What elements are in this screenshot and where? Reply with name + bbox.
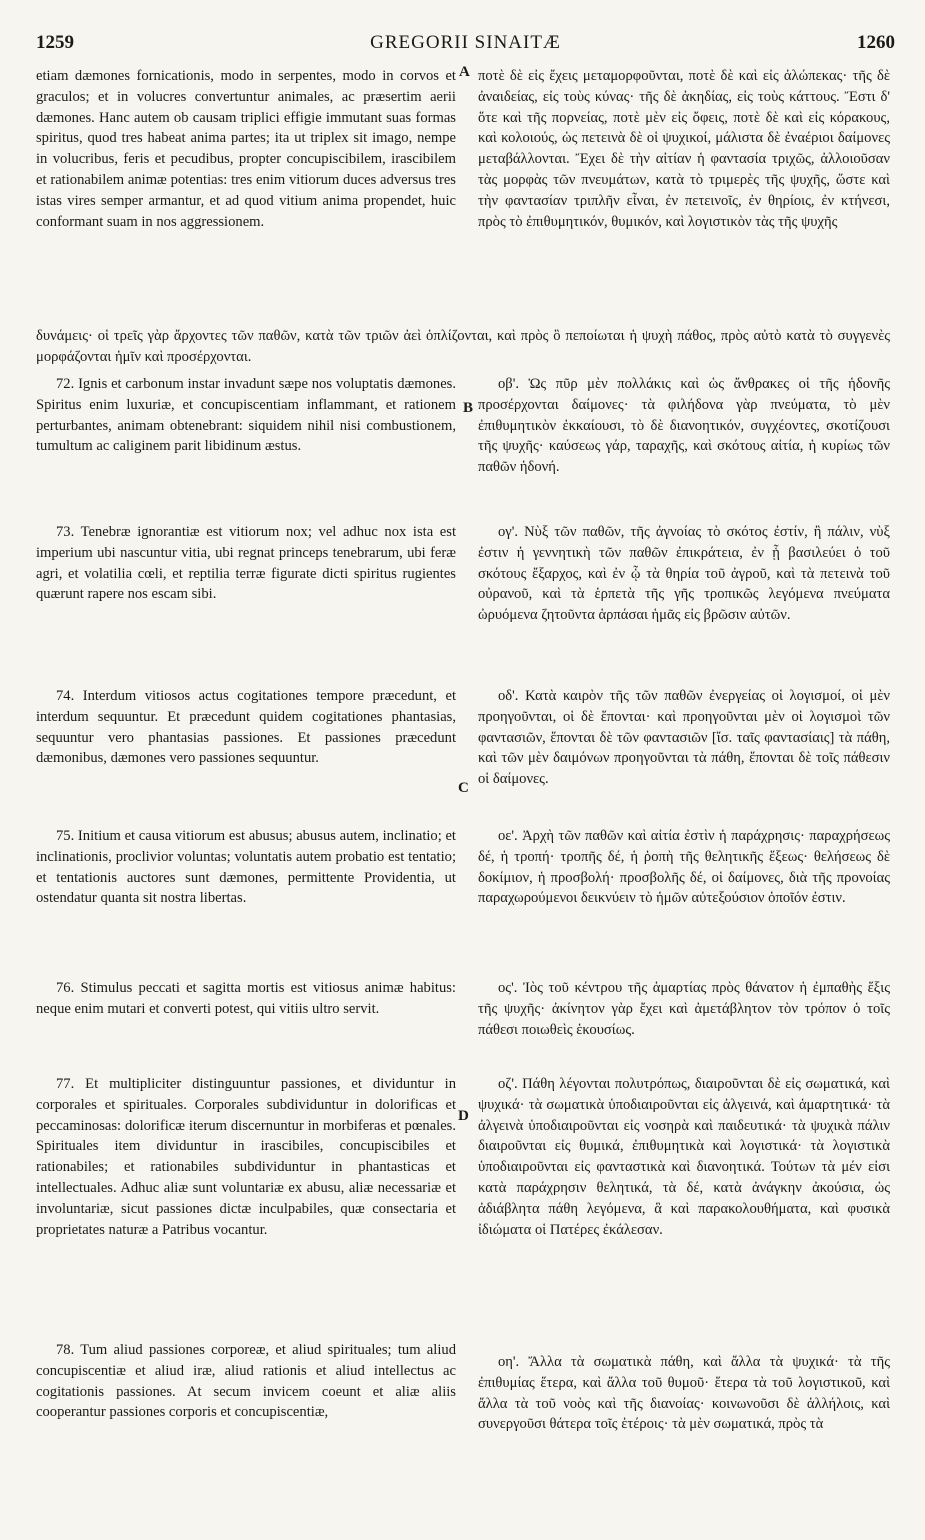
greek-section-78: οη'. Ἄλλα τὰ σωματικὰ πάθη, καὶ ἄλλα τὰ ψυχικά· τὰ τῆς ἐπιθυμίας ἕτερα, καὶ ἄλλα τοῦ θυμοῦ· ἕτερα τὰ τοῦ λογιστικοῦ, καὶ ἄλλα τὰ τοῦ νοὸς καὶ τῆς διανοίας· κοινωνοῦσι δὲ ἀλλήλοις, καὶ συνεργοῦσι θάτερα τοῖς ἑτέροις· τὰ μὲν σωματικά, πρὸς τὰ [478, 1354, 890, 1433]
margin-marker-c: C [458, 780, 469, 796]
greek-section-73: ογ'. Νὺξ τῶν παθῶν, τῆς ἀγνοίας τὸ σκότος ἐστίν, ἢ πάλιν, νὺξ ἐστιν ἡ γεννητικὴ τῶν παθῶν ἐπικράτεια, ἐν ᾗ βασιλεύει ὁ τοῦ σκότους ἔξαρχος, καὶ ἐν ᾧ τὰ θηρία τοῦ ἀγροῦ, καὶ τὰ πετεινὰ τοῦ οὐρανοῦ, καὶ τὰ ἑρπετὰ τῆς γῆς τροπικῶς λεγόμενα πνεύματα ὠρυόμενα ζητοῦντα ἁρπάσαι ἡμᾶς εἰς βρῶσιν αὐτῶν. [478, 524, 890, 624]
latin-section-77: 77. Et multipliciter distinguuntur passiones, et dividuntur in corporales et spirituales. Corporales subdividuntur in dolorificas et peccaminosas: dolorificæ iterum discernuntur in morbiferas et pœnales. Spirituales item dividuntur in irascibiles, concupiscibiles et rationabiles; et rationabiles subdividuntur in phantasticas et intellectuales. Adhuc aliæ sunt voluntariæ ex abusu, aliæ necessariæ et involuntariæ, sicut passiones dictæ inculpabiles, quæ consectaria et proprietates naturæ a Patribus vocantur. [36, 1076, 456, 1238]
greek-paragraph-continued: ποτὲ δὲ εἰς ἔχεις μεταμορφοῦνται, ποτὲ δὲ καὶ εἰς ἀλώπεκας· τῆς δὲ ἀναιδείας, εἰς τοὺς κύνας· τῆς δὲ ἀκηδίας, εἰς τοὺς κάττους. Ἔστι δ' ὅτε καὶ τῆς πορνείας, ποτὲ μὲν εἰς ὄφεις, ποτὲ δὲ καὶ εἰς κόρακους, καὶ κολοιούς, ὡς πετεινὰ δὲ οἱ ψυχικοί, μάλιστα δὲ ἐναέριοι δαίμονες μεταβάλλονται. Ἔχει δὲ τὴν αἰτίαν ἡ φαντασία τριχῶς, ἀλλοιοῦσαν τὰς μορφὰς τῶν πνευμάτων, κατὰ τὸ τριμερὲς τῆς ψυχῆς, ὥστε καὶ τὴν φαντασίαν τριπλῆν εἶναι, ἐν πετεινοῖς, ἐν θηρίοις, ἐν κτήνεσι, πρὸς τὸ ἐπιθυμητικόν, θυμικόν, καὶ λογιστικὸν τὰς τῆς ψυχῆς [478, 68, 890, 230]
greek-bridge-text: δυνάμεις· οἱ τρεῖς γὰρ ἄρχοντες τῶν παθῶν, κατὰ τῶν τριῶν ἀεὶ ὁπλίζονται, καὶ πρὸς ὃ πεποίωται ἡ ψυχὴ πάθος, πρὸς αὐτὸ κατὰ τὸ συγγενὲς μορφάζονται ἡμῖν καὶ προσέρχονται. [36, 328, 890, 365]
latin-section-75: 75. Initium et causa vitiorum est abusus; abusus autem, inclinatio; et inclinationis, proclivior voluntas; voluntatis autem probatio est tentatio; et tentationis auctores sunt dæmones, permittente Providentia, ut ostendatur quanta sit nostra libertas. [36, 828, 456, 907]
latin-section-76: 76. Stimulus peccati et sagitta mortis est vitiosus animæ habitus: neque enim mutari et converti potest, qui vitiis ultro servit. [36, 980, 456, 1017]
margin-marker-d: D [458, 1108, 469, 1124]
greek-section-72: οβ'. Ὡς πῦρ μὲν πολλάκις καὶ ὡς ἄνθρακες οἱ τῆς ἡδονῆς προσέρχονται δαίμονες· τὰ φιλήδονα γὰρ πνεύματα, τὸ μὲν ἐπιθυμητικὸν ἐκκαίουσι, τὸ δὲ διανοητικόν, συγχέοντες, σκοτίζουσι τῆς ψυχῆς· καύσεως γάρ, ταραχῆς, καὶ σκότους αἰτία, ἡ κυρίως τῶν παθῶν ἡδονή. [478, 376, 890, 476]
latin-paragraph-continued: etiam dæmones fornicationis, modo in serpentes, modo in corvos et graculos; et in volucres convertuntur animales, ac præsertim aerii dæmones. Hanc autem ob causam triplici effigie immutant suas formas spiritus, quod tres habeat anima partes; ita ut triplex sit imago, nempe in volucribus, feris et pecudibus, propter concupiscibilem, irascibilem et rationabilem animæ potentias: tres enim vitiorum duces adversus tres istas vires semper armantur, et ad quod vitium anima propendet, huic conformant suam in nos aggressionem. [36, 68, 456, 230]
greek-section-74: οδ'. Κατὰ καιρὸν τῆς τῶν παθῶν ἐνεργείας οἱ λογισμοί, οἱ μὲν προηγοῦνται, οἱ δὲ ἕπονται· καὶ προηγοῦνται μὲν οἱ λογισμοὶ τῶν φαντασιῶν, ἕπονται δὲ τῶν φαντασιῶν [ἴσ. ταῖς φαντασίαις] τὰ πάθη, καὶ τῶν μὲν δαιμόνων προηγοῦνται τὰ πάθη, ἕπονται δὲ τοῖς πάθεσιν οἱ δαίμονες. [478, 688, 890, 788]
greek-section-76: ος'. Ἰὸς τοῦ κέντρου τῆς ἁμαρτίας πρὸς θάνατον ἡ ἐμπαθὴς ἕξις τῆς ψυχῆς· ἀκίνητον γὰρ ἔχει καὶ ἀμετάβλητον τὸν τρόπον ὁ τοῖς πάθεσι ποιωθεὶς ἑκουσίως. [478, 980, 890, 1038]
latin-section-74: 74. Interdum vitiosos actus cogitationes tempore præcedunt, et interdum sequuntur. Et præcedunt quidem cogitationes phantasias, sequuntur vero phantasias passiones. Et passiones præcedunt dæmonibus, dæmones vero passiones sequuntur. [36, 688, 456, 767]
margin-marker-b: B [463, 400, 474, 416]
running-header [36, 32, 895, 58]
latin-section-73: 73. Tenebræ ignorantiæ est vitiorum nox; vel adhuc nox ista est imperium ubi nascuntur vitia, ubi regnat princeps tenebrarum, ubi feræ agri, et volatilia cœli, et reptilia terræ figurate dicti spiritus rugientes quærunt rapere nos escam sibi. [36, 524, 456, 603]
latin-section-78: 78. Tum aliud passiones corporeæ, et aliud spirituales; tum aliud concupiscentiæ et aliud iræ, aliud rationis et aliud intellectus ac cogitationis passiones. At secum invicem coeunt et aliæ aliis cooperantur passiones corporis et concupiscentiæ, [36, 1342, 456, 1421]
running-title: GREGORII SINAITÆ [370, 32, 561, 53]
latin-section-72: 72. Ignis et carbonum instar invadunt sæpe nos voluptatis dæmones. Spiritus enim luxuriæ, et concupiscentiam inflammant, et rationem perturbantes, animam obtenebrant: siquidem nihil nisi combustionem, tumultum ac caliginem parit libidinum æstus. [36, 376, 456, 455]
right-page-number: 1260 [857, 32, 895, 53]
left-page-number: 1259 [36, 32, 74, 53]
margin-marker-a: A [459, 64, 470, 80]
greek-section-75: οε'. Ἀρχὴ τῶν παθῶν καὶ αἰτία ἐστὶν ἡ παράχρησις· παραχρήσεως δέ, ἡ τροπή· τροπῆς δέ, ἡ ῥοπὴ τῆς θελητικῆς ἕξεως· θελήσεως δὲ δοκίμιον, ἡ προσβολή· προσβολῆς δέ, οἱ δαίμονες, διὰ τῆς προνοίας παραχωρούμενοι δεικνύειν τὸ ἡμῶν αὐτεξούσιον ὁποῖόν ἐστιν. [478, 828, 890, 907]
greek-section-77: οζ'. Πάθη λέγονται πολυτρόπως, διαιροῦνται δὲ εἰς σωματικά, καὶ ψυχικά· τὰ σωματικὰ ὑποδιαιροῦνται εἰς ἀλγεινά, καὶ ἁμαρτητικά· τὰ ἀλγεινὰ ὑποδιαιροῦνται εἰς νοσηρὰ καὶ παιδευτικά· τὰ ψυχικὰ πάλιν διαιροῦνται εἰς θυμικά, ἐπιθυμητικὰ καὶ λογιστικά· τὰ λογιστικὰ ὑποδιαιροῦνται εἰς φανταστικὰ καὶ διανοητικά. Τούτων τὰ μέν εἰσι κατὰ παράχρησιν θελητικά, τὰ δέ, κατὰ ἀνάγκην ἀκούσια, ὡς ἀδιάβλητα πάθη λεγόμενα, ἃ καὶ παρακολουθήματα, καὶ φυσικὰ ἰδιώματα οἱ Πατέρες ἐκάλεσαν. [478, 1076, 890, 1238]
